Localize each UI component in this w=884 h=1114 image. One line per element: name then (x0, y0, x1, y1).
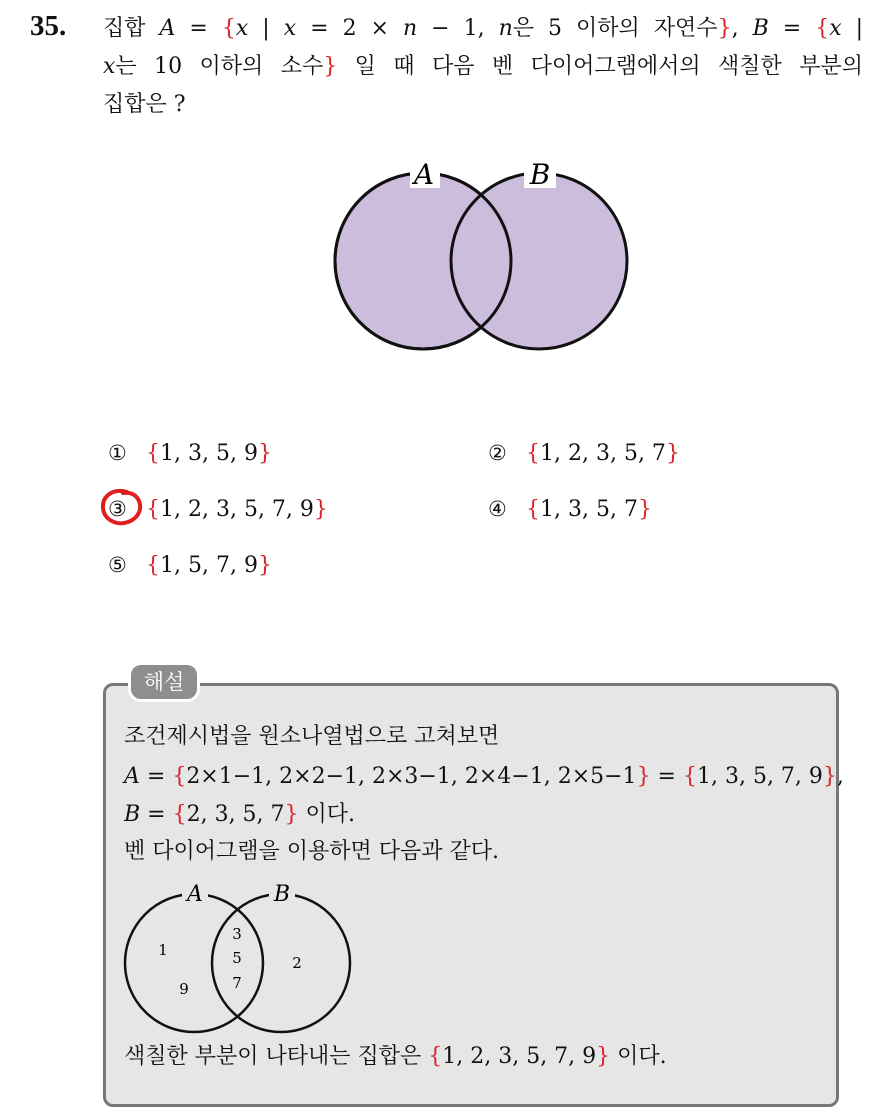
solution-set-b-label: B (273, 882, 291, 907)
solution-line-3: B = {2, 3, 5, 7} 이다. (124, 802, 356, 827)
question-line-2: x는 10 이하의 소수} 일 때 다음 벤 다이어그램에서의 색칠한 부분의 (103, 54, 863, 79)
solution-set-a-label: A (187, 882, 203, 907)
choice-3[interactable]: ③ {1, 2, 3, 5, 7, 9} (108, 494, 328, 525)
solution-line-1: 조건제시법을 원소나열법으로 고쳐보면 (124, 724, 500, 749)
choice-4[interactable]: ④ {1, 3, 5, 7} (488, 494, 652, 525)
choice-1-mark: ① (108, 441, 127, 465)
element-only-b: 2 (292, 954, 302, 972)
choice-3-mark: ③ (108, 497, 127, 521)
element-only-a: 9 (179, 980, 189, 998)
answer-circle-mark (97, 484, 151, 530)
question-line-1: 집합 A = {x | x = 2 × n − 1, n은 5 이하의 자연수}, B = {x | (103, 16, 864, 41)
venn-diagram-solution (118, 876, 358, 1036)
solution-tag: 해설 (128, 662, 200, 702)
choice-3-values: 1, 2, 3, 5, 7, 9 (160, 497, 314, 522)
solution-line-2: A = {2×1−1, 2×2−1, 2×3−1, 2×4−1, 2×5−1} = {1, 3, 5, 7, 9}, (124, 764, 844, 789)
solution-conclusion: 색칠한 부분이 나타내는 집합은 {1, 2, 3, 5, 7, 9} 이다. (124, 1044, 667, 1069)
question-number: 35. (30, 10, 67, 42)
choice-2[interactable]: ② {1, 2, 3, 5, 7} (488, 438, 680, 469)
choice-2-values: 1, 2, 3, 5, 7 (540, 441, 666, 466)
choice-4-values: 1, 3, 5, 7 (540, 497, 638, 522)
element-both: 5 (232, 949, 242, 967)
solution-set-a-circle (125, 894, 263, 1032)
element-both: 3 (232, 925, 242, 943)
choice-1-values: 1, 3, 5, 9 (160, 441, 258, 466)
set-a-label: A (413, 158, 435, 191)
choice-5-values: 1, 5, 7, 9 (160, 553, 258, 578)
venn-diagram-main (320, 150, 640, 360)
solution-line-4: 벤 다이어그램을 이용하면 다음과 같다. (124, 839, 499, 864)
choice-5-mark: ⑤ (108, 553, 127, 577)
element-only-a: 1 (158, 941, 168, 959)
set-b-label: B (529, 158, 551, 191)
choice-5[interactable]: ⑤ {1, 5, 7, 9} (108, 550, 272, 581)
question-line-3: 집합은 ? (103, 92, 186, 117)
choice-2-mark: ② (488, 441, 507, 465)
choice-4-mark: ④ (488, 497, 507, 521)
choice-1[interactable]: ① {1, 3, 5, 9} (108, 438, 272, 469)
element-both: 7 (232, 974, 242, 992)
